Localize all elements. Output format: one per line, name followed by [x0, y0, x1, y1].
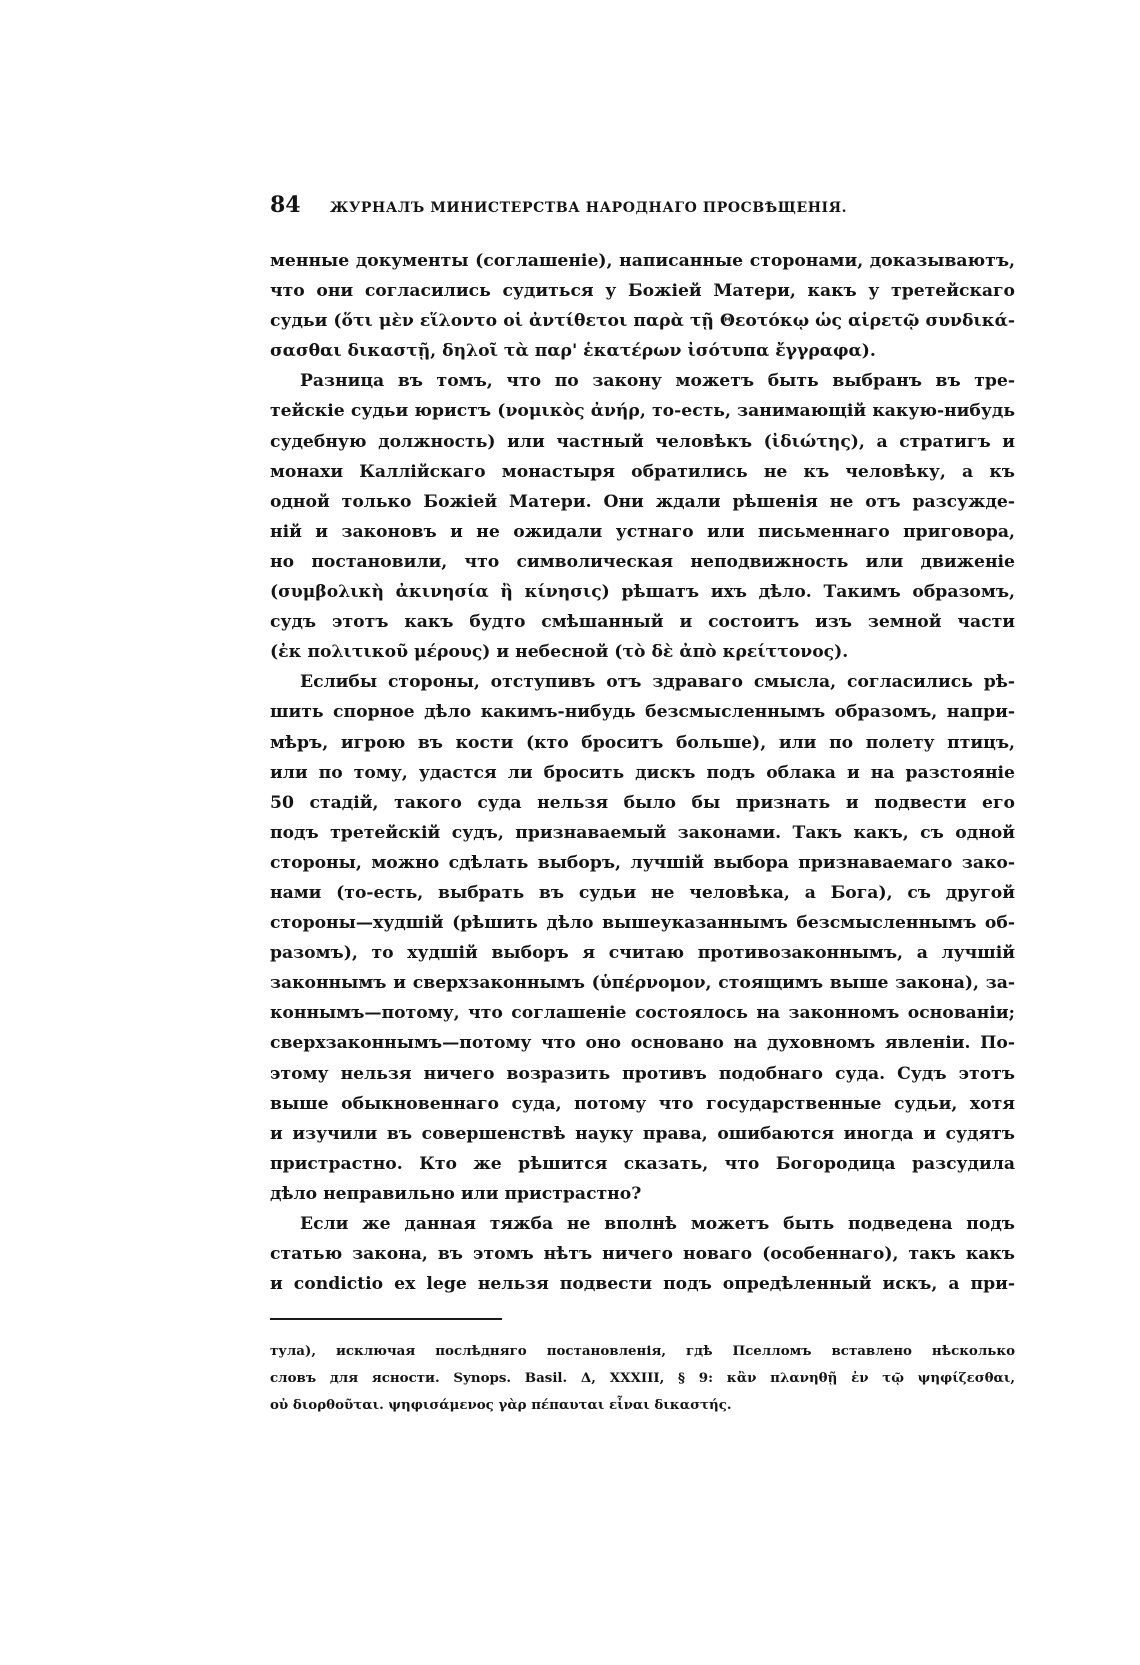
- text-line: судъ этотъ какъ будто смѣшанный и состоитъ изъ земной части: [270, 612, 1015, 633]
- text-line: одной только Божіей Матери. Они ждали рѣшенія не отъ разсужде-: [270, 491, 1015, 512]
- text-line: монахи Каллійскаго монастыря обратились не къ человѣку, а къ: [270, 461, 1015, 482]
- body-text: [270, 246, 1015, 1299]
- footnote-divider: [270, 1318, 502, 1320]
- text-line: выше обыкновеннаго суда, потому что государственные судьи, хотя: [270, 1093, 1015, 1114]
- text-line: или по тому, удастся ли бросить дискъ подъ облака и на разстояніе: [270, 762, 1015, 783]
- text-line: менные документы (соглашеніе), написанные сторонами, доказываютъ,: [270, 251, 1015, 271]
- page-number: 84: [270, 192, 301, 218]
- text-line: стороны—худшій (рѣшить дѣло вышеуказаннымъ безсмысленнымъ об-: [270, 913, 1015, 934]
- text-line: (ἐκ πολιτικοῦ μέρους) и небесной (τὸ δὲ ἀπὸ κρείττονος).: [270, 642, 849, 663]
- text-line: мѣръ, игрою въ кости (кто броситъ больше), или по полету птицъ,: [270, 732, 1015, 753]
- text-line: стороны, можно сдѣлать выборъ, лучшій выбора признаваемаго зако-: [270, 852, 1015, 873]
- text-line: но постановили, что символическая неподвижность или движеніе: [270, 551, 1015, 572]
- text-line: законнымъ и сверхзаконнымъ (ὑπέρνομον, стоящимъ выше закона), за-: [270, 973, 1015, 994]
- text-line: ній и законовъ и не ожидали устнаго или письменнаго приговора,: [270, 521, 1015, 542]
- text-line: Еслибы стороны, отступивъ отъ здраваго смысла, согласились рѣ-: [300, 672, 1015, 693]
- text-line: сверхзаконнымъ—потому что оно основано на духовномъ явленіи. По-: [270, 1033, 1015, 1054]
- text-line: нами (то-есть, выбрать въ судьи не человѣка, а Бога), съ другой: [270, 882, 1015, 903]
- text-line: 50 стадій, такого суда нельзя было бы признать и подвести его: [270, 792, 1015, 813]
- text-line: дѣло неправильно или пристрастно?: [270, 1183, 642, 1204]
- text-line: Разница въ томъ, что по закону можетъ быть выбранъ въ тре-: [300, 371, 1015, 392]
- text-line: подъ третейскій судъ, признаваемый законами. Такъ какъ, съ одной: [270, 822, 1015, 843]
- footnote: [270, 1338, 1015, 1419]
- text-line: этому нельзя ничего возразить противъ подобнаго суда. Судъ этотъ: [270, 1063, 1015, 1084]
- text-line: судебную должность) или частный человѣкъ (ἰδιώτης), а стратигъ и: [270, 431, 1015, 452]
- text-line: судьи (ὅτι μὲν εἵλοντο οἱ ἀντίθετοι παρὰ τῇ Θεοτόκῳ ὡς αἱρετῷ συνδικά-: [270, 311, 1015, 332]
- text-line: тейскіе судьи юристъ (νομικὸς ἀνήρ, то-есть, занимающій какую-нибудь: [270, 401, 1015, 422]
- text-line: разомъ), то худшій выборъ я считаю противозаконнымъ, а лучшій: [270, 943, 1015, 964]
- text-line: и condictio ex lege нельзя подвести подъ опредѣленный искъ, а при-: [270, 1274, 1015, 1295]
- text-line: шить спорное дѣло какимъ-нибудь безсмысленнымъ образомъ, напри-: [270, 702, 1015, 723]
- text-line: что они согласились судиться у Божіей Матери, какъ у третейскаго: [270, 281, 1015, 302]
- text-line: (συμβολικὴ ἀκινησία ἢ κίνησις) рѣшатъ ихъ дѣло. Такимъ образомъ,: [270, 582, 1015, 603]
- text-line: статью закона, въ этомъ нѣтъ ничего новаго (особеннаго), такъ какъ: [270, 1244, 1015, 1265]
- text-line: Если же данная тяжба не вполнѣ можетъ быть подведена подъ: [300, 1214, 1015, 1234]
- page-header: [270, 192, 1015, 222]
- footnote-line: οὐ διορθοῦται. ψηφισάμενος γὰρ πέπαυται εἶναι δικαστής.: [270, 1397, 732, 1413]
- text-line: и изучили въ совершенствѣ науку права, ошибаются иногда и судятъ: [270, 1123, 1015, 1144]
- text-line: σασθαι δικαστῇ, δηλοῖ τὰ παρ' ἑκατέρων ἰσότυπα ἔγγραφα).: [270, 341, 876, 362]
- footnote-line: словъ для ясности. Synops. Basil. Δ, XXXIII, § 9: κἂν πλανηθῇ ἐν τῷ ψηφίζεσθαι,: [270, 1370, 1015, 1386]
- footnote-line: тула), исключая послѣдняго постановленія, гдѣ Пселломъ вставлено нѣсколько: [270, 1343, 1015, 1359]
- running-head: ЖУРНАЛЪ МИНИСТЕРСТВА НАРОДНАГО ПРОСВѢЩЕНІЯ.: [330, 200, 848, 216]
- text-line: пристрастно. Кто же рѣшится сказать, что Богородица разсудила: [270, 1153, 1015, 1174]
- text-line: коннымъ—потому, что соглашеніе состоялось на законномъ основаніи;: [270, 1003, 1015, 1024]
